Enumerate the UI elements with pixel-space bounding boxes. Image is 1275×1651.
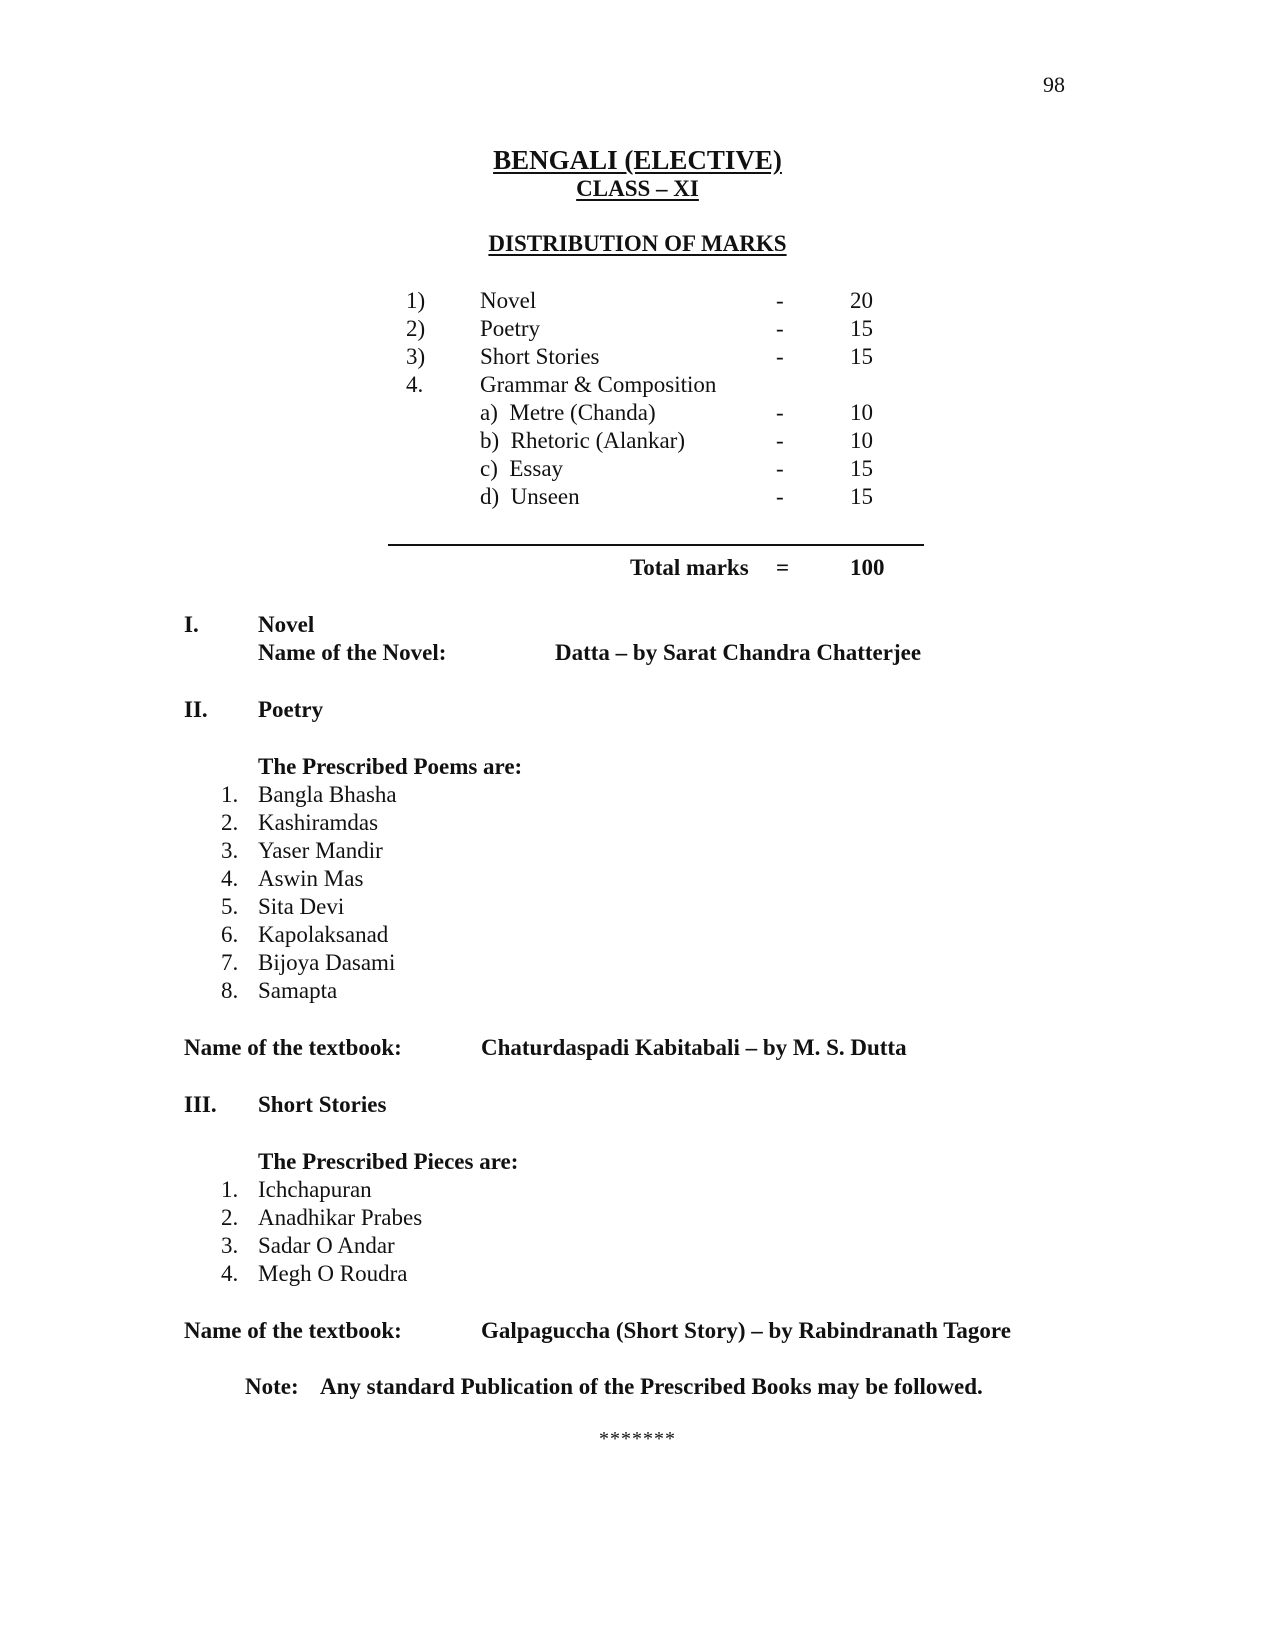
- list-item: Kapolaksanad: [258, 922, 389, 947]
- list-heading: The Prescribed Pieces are:: [258, 1149, 519, 1174]
- note-text: Any standard Publication of the Prescribed Books may be followed.: [320, 1374, 983, 1399]
- note-label: Note:: [245, 1374, 299, 1399]
- list-item: Kashiramdas: [258, 810, 379, 835]
- marks-row-label: Poetry: [480, 316, 541, 341]
- marks-row-num: 4.: [406, 372, 424, 397]
- section-heading: Novel: [258, 612, 315, 637]
- marks-row-value: 20: [850, 288, 873, 313]
- list-item-number: 6.: [221, 922, 239, 947]
- marks-row-dash: -: [776, 456, 784, 481]
- page-title: BENGALI (ELECTIVE): [493, 145, 782, 175]
- textbook-value: Chaturdaspadi Kabitabali – by M. S. Dutta: [481, 1035, 907, 1060]
- list-item-number: 4.: [221, 1261, 239, 1286]
- marks-row-label: a) Metre (Chanda): [480, 400, 656, 425]
- section-heading: Short Stories: [258, 1092, 387, 1117]
- marks-row-label: Grammar & Composition: [480, 372, 717, 397]
- list-item: Aswin Mas: [258, 866, 364, 891]
- marks-row-label: Short Stories: [480, 344, 600, 369]
- novel-name-label: Name of the Novel:: [258, 640, 447, 665]
- list-heading: The Prescribed Poems are:: [258, 754, 523, 779]
- total-equals: =: [776, 555, 790, 580]
- textbook-label: Name of the textbook:: [184, 1318, 402, 1343]
- marks-row-dash: -: [776, 344, 784, 369]
- section-numeral: II.: [184, 697, 208, 722]
- marks-row-dash: -: [776, 288, 784, 313]
- list-item-number: 4.: [221, 866, 239, 891]
- list-item: Bangla Bhasha: [258, 782, 397, 807]
- textbook-value: Galpaguccha (Short Story) – by Rabindranath Tagore: [481, 1318, 1011, 1343]
- list-item-number: 1.: [221, 1177, 239, 1202]
- marks-row-dash: -: [776, 316, 784, 341]
- marks-row-value: 15: [850, 484, 873, 509]
- page-number: 98: [1043, 72, 1065, 97]
- list-item: Sita Devi: [258, 894, 345, 919]
- list-item-number: 2.: [221, 810, 239, 835]
- list-item-number: 3.: [221, 1233, 239, 1258]
- total-divider: [388, 544, 924, 546]
- marks-row-dash: -: [776, 428, 784, 453]
- section-numeral: I.: [184, 612, 199, 637]
- list-item-number: 5.: [221, 894, 239, 919]
- end-mark: *******: [599, 1428, 676, 1450]
- marks-row-label: c) Essay: [480, 456, 564, 481]
- list-item-number: 1.: [221, 782, 239, 807]
- list-item: Ichchapuran: [258, 1177, 372, 1202]
- marks-row-num: 1): [406, 288, 426, 313]
- marks-row-label: b) Rhetoric (Alankar): [480, 428, 686, 453]
- section-heading: Poetry: [258, 697, 324, 722]
- list-item: Samapta: [258, 978, 338, 1003]
- marks-row-num: 2): [406, 316, 426, 341]
- list-item-number: 7.: [221, 950, 239, 975]
- section-numeral: III.: [184, 1092, 217, 1117]
- marks-row-value: 15: [850, 456, 873, 481]
- marks-row-num: 3): [406, 344, 426, 369]
- total-label: Total marks: [630, 555, 749, 580]
- marks-row-value: 15: [850, 316, 873, 341]
- class-label: CLASS – XI: [576, 176, 699, 201]
- list-item-number: 3.: [221, 838, 239, 863]
- list-item: Megh O Roudra: [258, 1261, 408, 1286]
- list-item: Anadhikar Prabes: [258, 1205, 423, 1230]
- novel-name-value: Datta – by Sarat Chandra Chatterjee: [555, 640, 922, 665]
- marks-row-dash: -: [776, 484, 784, 509]
- list-item: Yaser Mandir: [258, 838, 383, 863]
- marks-row-value: 10: [850, 400, 873, 425]
- list-item: Sadar O Andar: [258, 1233, 395, 1258]
- list-item: Bijoya Dasami: [258, 950, 396, 975]
- distribution-heading: DISTRIBUTION OF MARKS: [488, 231, 787, 256]
- marks-row-dash: -: [776, 400, 784, 425]
- list-item-number: 2.: [221, 1205, 239, 1230]
- marks-row-label: d) Unseen: [480, 484, 580, 509]
- total-value: 100: [850, 555, 885, 580]
- marks-row-label: Novel: [480, 288, 537, 313]
- list-item-number: 8.: [221, 978, 239, 1003]
- marks-row-value: 10: [850, 428, 873, 453]
- textbook-label: Name of the textbook:: [184, 1035, 402, 1060]
- marks-row-value: 15: [850, 344, 873, 369]
